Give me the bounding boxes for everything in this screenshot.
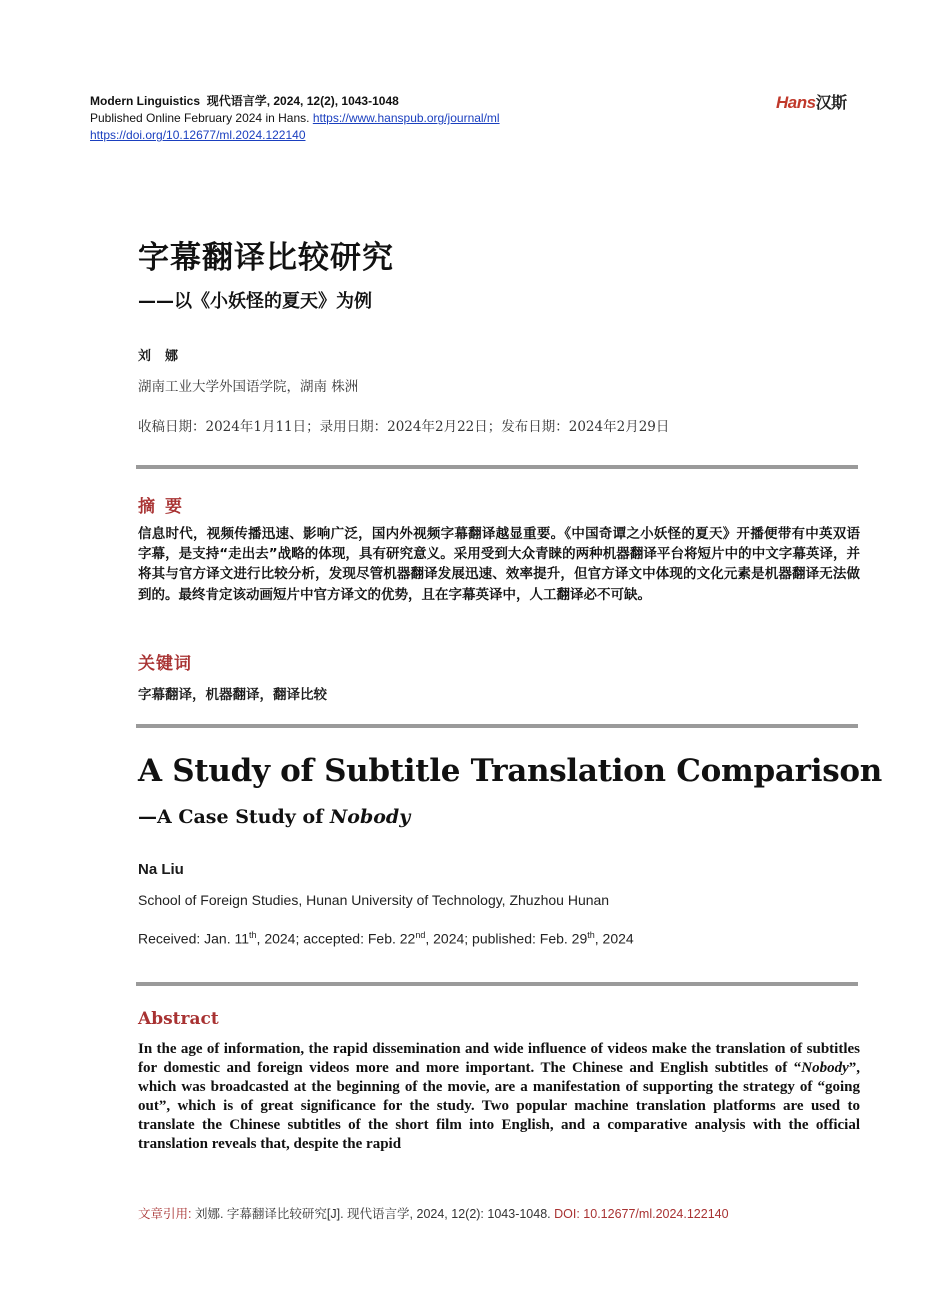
journal-cite-cn: 现代语言学, 2024, 12(2), 1043-1048	[206, 94, 399, 108]
journal-citation-line	[90, 93, 399, 110]
citation-label: 文章引用:	[138, 1207, 192, 1221]
citation-text: 刘娜. 字幕翻译比较研究[J]. 现代语言学, 2024, 12(2): 1043-1048.	[194, 1207, 551, 1221]
abstract-italic: Nobody	[801, 1059, 849, 1076]
hans-logo	[776, 90, 847, 113]
cn-dates: 收稿日期：2024年1月11日；录用日期：2024年2月22日；发布日期：2024年2月29日	[138, 419, 670, 435]
en-abstract-text	[138, 1040, 860, 1153]
abstract-part2: ”, which was broadcasted at the beginning of the movie, are a manifestation of supporting the strategy of “going out”, which is of great significance for the study. Two popular machine translation platforms are used to translate the Chinese subtitles of the short film into English, and a comparative analysis with the official translation reveals that, despite the rapid	[138, 1059, 860, 1152]
en-dates	[138, 930, 634, 947]
cn-keywords-heading: 关键词	[138, 654, 192, 674]
logo-en: Hans	[776, 93, 816, 112]
received-sup: th	[249, 930, 257, 940]
en-title: A Study of Subtitle Translation Comparison	[138, 753, 882, 789]
cn-abstract-heading: 摘要	[138, 497, 192, 517]
accepted-date: , 2024; accepted: Feb. 22	[256, 930, 416, 947]
published-text: Published Online February 2024 in Hans.	[90, 111, 310, 125]
citation-footer	[138, 1204, 729, 1222]
citation-doi[interactable]: DOI: 10.12677/ml.2024.122140	[554, 1207, 729, 1221]
accepted-sup: nd	[415, 930, 426, 940]
en-abstract-heading: Abstract	[138, 1009, 219, 1029]
journal-url-link[interactable]: https://www.hanspub.org/journal/ml	[312, 111, 500, 125]
divider-rule	[136, 724, 858, 728]
en-subtitle	[138, 806, 410, 828]
cn-affiliation: 湖南工业大学外国语学院，湖南 株洲	[138, 379, 359, 395]
published-sup: th	[587, 930, 595, 940]
cn-subtitle: ——以《小妖怪的夏天》为例	[138, 291, 372, 312]
year-end: , 2024	[594, 930, 634, 947]
doi-line	[90, 127, 306, 144]
divider-rule	[136, 465, 858, 469]
en-subtitle-prefix: —A Case Study of	[138, 806, 330, 828]
abstract-part1: In the age of information, the rapid dissemination and wide influence of videos make the translation of subtitles for domestic and foreign videos more and more important. The Chinese and English subtitles of “	[138, 1041, 860, 1076]
cn-keywords: 字幕翻译，机器翻译，翻译比较	[138, 687, 327, 703]
received-date: Received: Jan. 11	[138, 930, 250, 947]
cn-abstract-text: 信息时代，视频传播迅速、影响广泛，国内外视频字幕翻译越显重要。《中国奇谭之小妖怪的夏天》开播便带有中英双语字幕，是支持“走出去”战略的体现，具有研究意义。采用受到大众青睐的两种机器翻译平台将短片中的中文字幕英译，并将其与官方译文进行比较分析，发现尽管机器翻译发展迅速、效率提升，但官方译文中体现的文化元素是机器翻译无法做到的。最终肯定该动画短片中官方译文的优势，且在字幕英译中，人工翻译必不可缺。	[138, 526, 860, 603]
journal-name-en: Modern Linguistics	[90, 94, 201, 108]
en-author: Na Liu	[138, 861, 184, 878]
divider-rule	[136, 982, 858, 986]
cn-title: 字幕翻译比较研究	[138, 240, 394, 276]
doi-url-link[interactable]: https://doi.org/10.12677/ml.2024.122140	[90, 128, 306, 142]
en-subtitle-italic: Nobody	[329, 806, 411, 828]
logo-cn: 汉斯	[815, 95, 847, 112]
cn-author: 刘娜	[138, 349, 193, 364]
published-line	[90, 110, 500, 127]
published-date: , 2024; published: Feb. 29	[425, 930, 588, 947]
en-affiliation: School of Foreign Studies, Hunan University of Technology, Zhuzhou Hunan	[138, 892, 610, 908]
